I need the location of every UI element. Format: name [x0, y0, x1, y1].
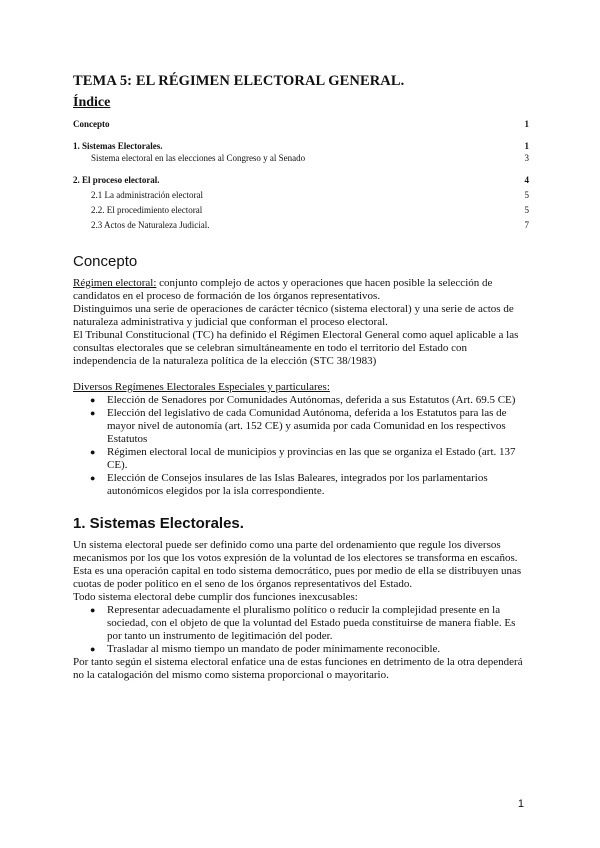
- term-regimen-electoral: Régimen electoral:: [73, 277, 157, 289]
- list-item: ● Trasladar al mismo tiempo un mandato de poder mínimamente reconocible.: [90, 643, 441, 655]
- paragraph-regimen-electoral: Régimen electoral: conjunto complejo de actos y operaciones que hacen posible la selección de candidatos en el proceso de formación de los órganos representativos.: [73, 277, 493, 302]
- bullet-icon: ●: [90, 408, 96, 418]
- toc-entry-actos-judicial[interactable]: 2.3 Actos de Naturaleza Judicial. 7: [91, 220, 529, 230]
- paragraph-sistema-electoral-definicion: Un sistema electoral puede ser definido como una parte del ordenamiento que regule los diversos mecanismos por los que los votos expresión de la voluntad de los electores se transforma en escaños. Esta es una operación capital en todo sistema democrático, pues por medio de ella se distribuyen unas cuotas de poder político en el seno de los órganos representativos del Estado.: [73, 539, 522, 590]
- toc-entry-concepto[interactable]: Concepto 1: [73, 119, 529, 129]
- toc-entry-procedimiento-electoral[interactable]: 2.2. El procedimiento electoral 5: [91, 205, 529, 215]
- document-page: [73, 72, 529, 682]
- list-item: ● Elección de Consejos insulares de las Islas Baleares, integrados por los parlamentarios autonómicos elegidos por la isla correspondiente.: [90, 472, 488, 497]
- bullet-icon: ●: [90, 605, 96, 615]
- bullet-icon: ●: [90, 473, 96, 483]
- paragraph-funciones: Todo sistema electoral debe cumplir dos funciones inexcusables:: [73, 591, 358, 603]
- table-of-contents: [73, 118, 529, 231]
- section-heading-concepto: Concepto: [73, 253, 138, 270]
- toc-entry-administracion-electoral[interactable]: 2.1 La administración electoral 5: [91, 190, 529, 200]
- bullet-icon: ●: [90, 395, 96, 405]
- toc-entry-sistemas-electorales[interactable]: 1. Sistemas Electorales. 1: [73, 141, 529, 151]
- list-item: ● Elección de Senadores por Comunidades Autónomas, deferida a sus Estatutos (Art. 69.5 CE): [90, 394, 516, 406]
- index-heading: Índice: [73, 95, 111, 110]
- section-heading-sistemas-electorales: 1. Sistemas Electorales.: [73, 515, 244, 532]
- special-regimes-heading: Diversos Regímenes Electorales Especiales y particulares:: [73, 381, 330, 393]
- paragraph-tribunal-constitucional: El Tribunal Constitucional (TC) ha definido el Régimen Electoral General como aquel aplicable a las consultas electorales que se celebran simultáneamente en todo el territorio del Estado con independencia de la naturaleza política de la elección (STC 38/1983): [73, 329, 519, 367]
- list-item: ● Régimen electoral local de municipios y provincias en las que se organiza el Estado (art. 137 CE).: [90, 446, 516, 471]
- document-title: TEMA 5: EL RÉGIMEN ELECTORAL GENERAL.: [73, 73, 405, 89]
- bullet-icon: ●: [90, 447, 96, 457]
- paragraph-distinguimos: Distinguimos una serie de operaciones de carácter técnico (sistema electoral) y una serie de actos de naturaleza administrativa y judicial que conforman el proceso electoral.: [73, 303, 514, 328]
- bullet-icon: ●: [90, 644, 96, 654]
- special-regimes-list: [73, 394, 529, 498]
- list-item: ● Elección del legislativo de cada Comunidad Autónoma, deferida a los Estatutos para las de mayor nivel de autonomía (art. 152 CE) y asumida por cada Comunidad en los respectivos Estatutos: [90, 407, 507, 445]
- funciones-list: [73, 604, 529, 656]
- paragraph-conclusion: Por tanto según el sistema electoral enfatice una de estas funciones en detrimento de la otra dependerá no la catalogación del mismo como sistema proporcional o mayoritario.: [73, 656, 523, 681]
- toc-entry-sistema-congreso-senado[interactable]: Sistema electoral en las elecciones al Congreso y al Senado 3: [91, 153, 529, 163]
- toc-entry-proceso-electoral[interactable]: 2. El proceso electoral. 4: [73, 175, 529, 185]
- list-item: ● Representar adecuadamente el pluralismo político o reducir la complejidad presente en la sociedad, con el objeto de que la voluntad del Estado pueda constituirse de manera fiable. Es por tanto un instrumento de legitimación del poder.: [90, 604, 516, 642]
- page-number: 1: [517, 798, 524, 810]
